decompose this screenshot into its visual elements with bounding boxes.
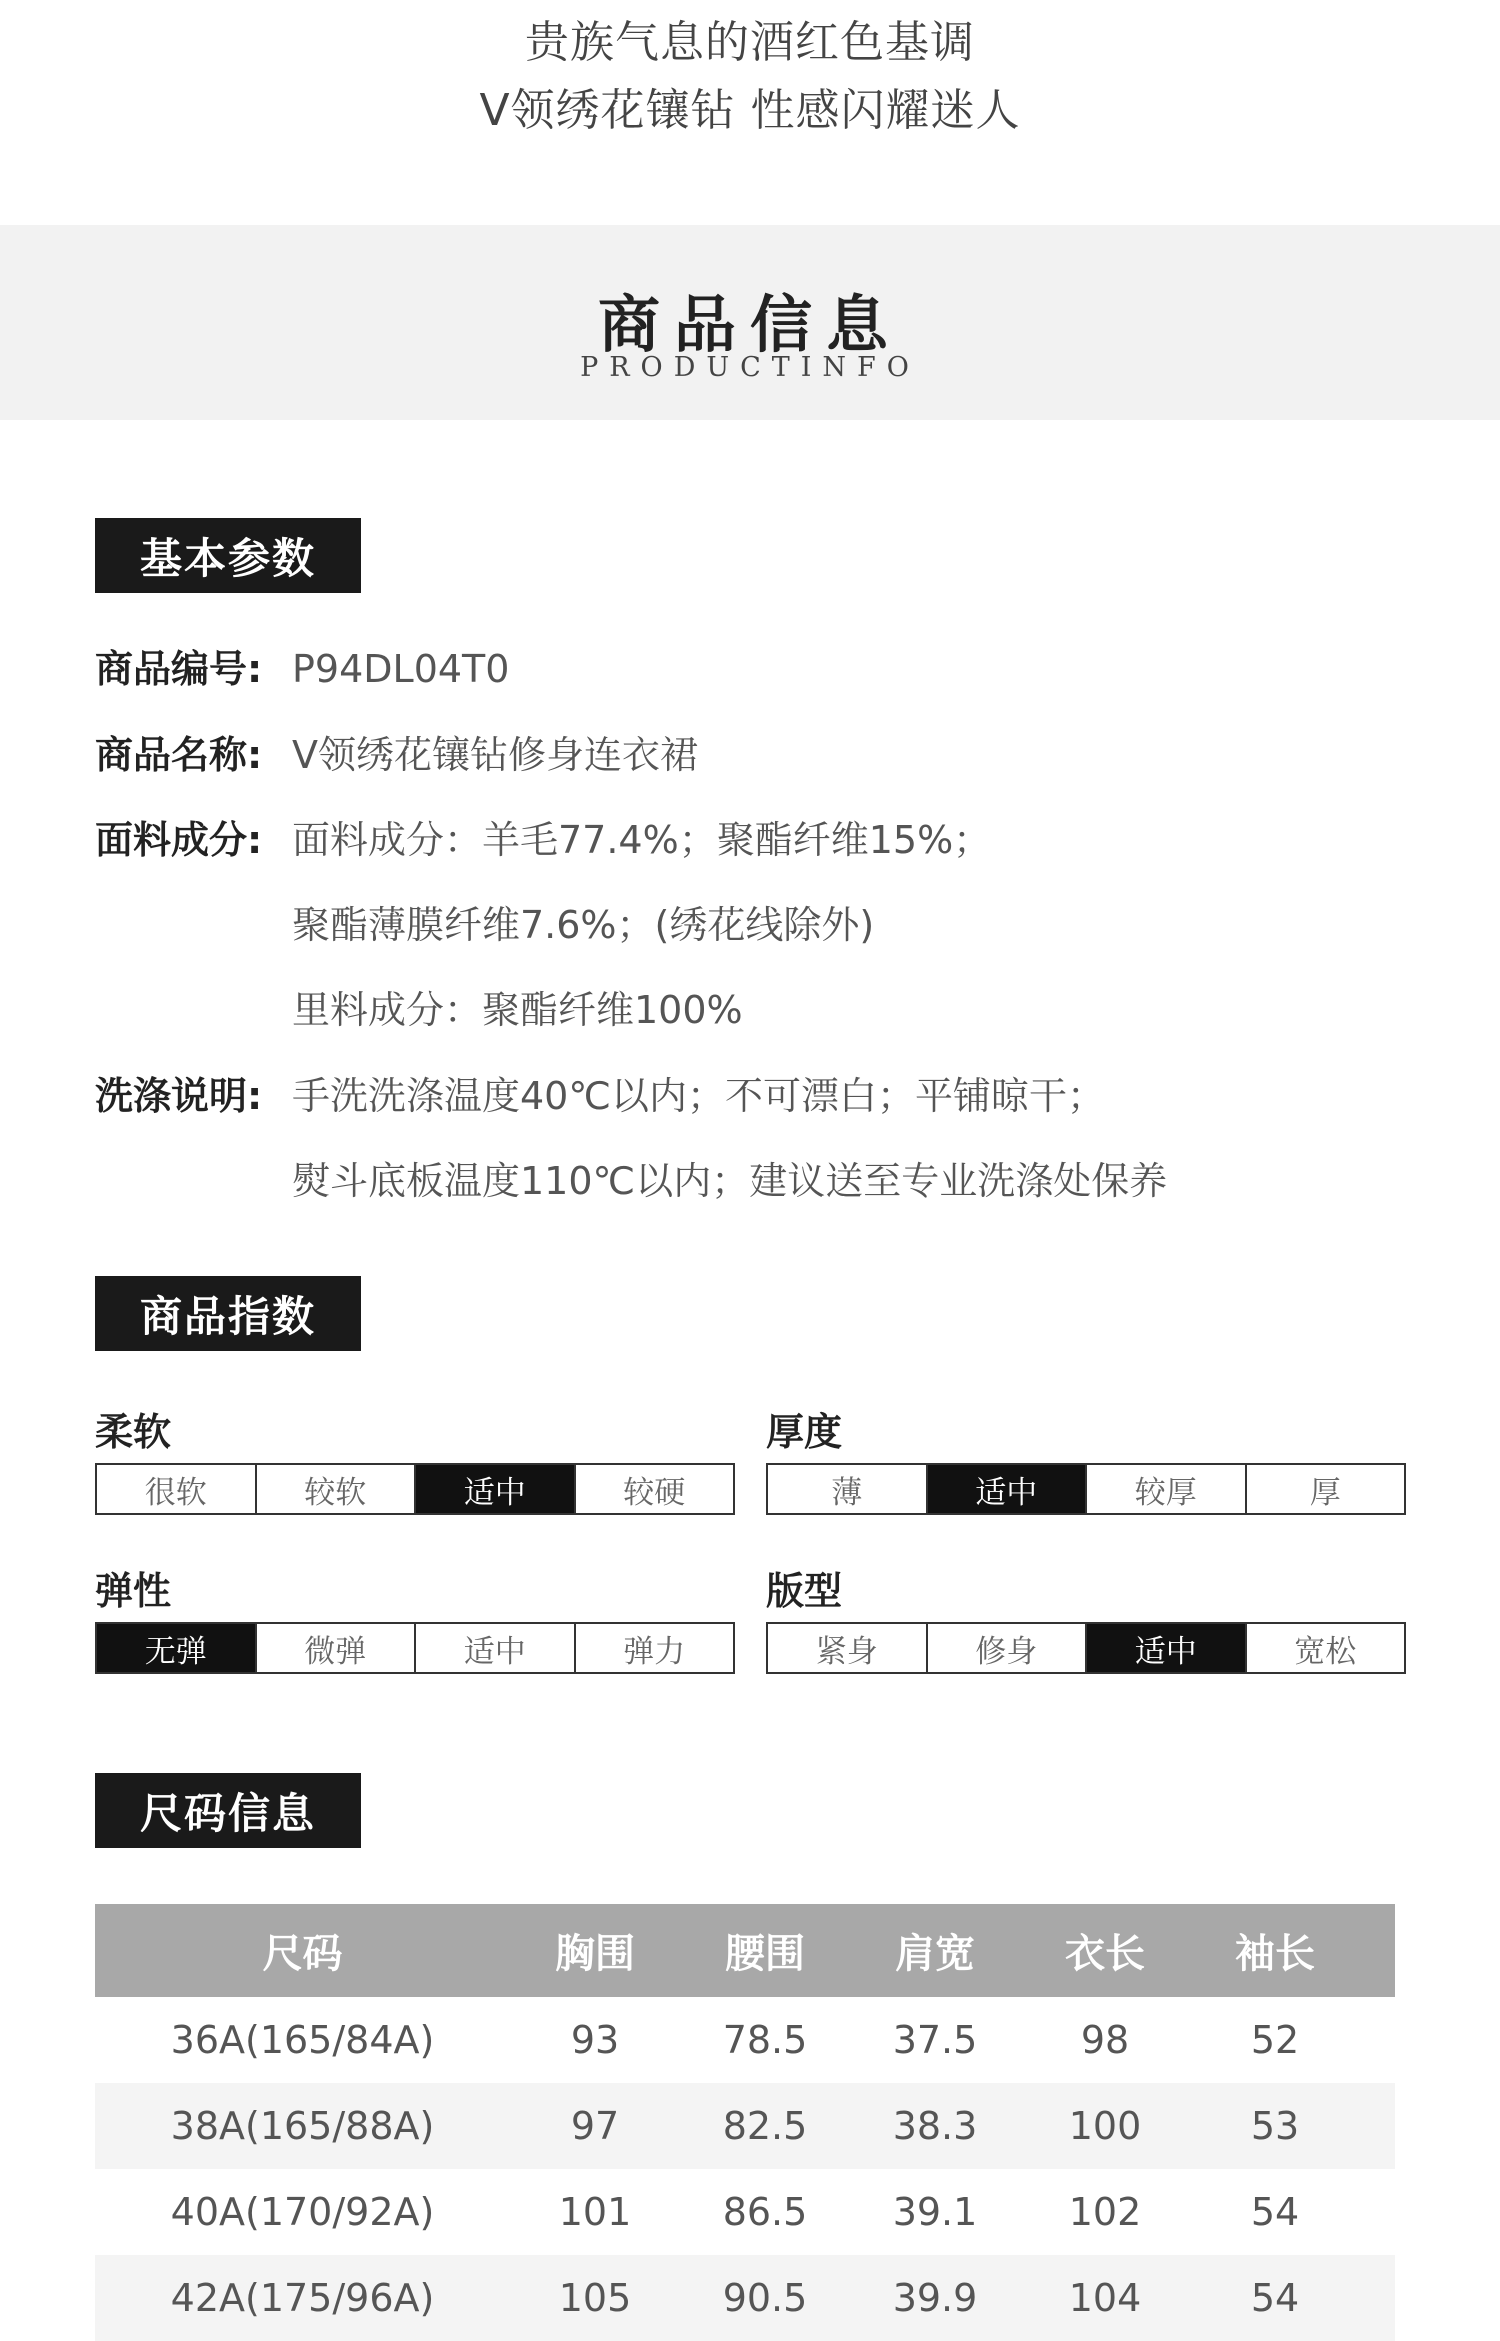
wash-label: 洗涤说明: [95, 1074, 263, 1118]
table-cell: 86.5 [722, 2190, 808, 2234]
fabric-row [95, 814, 991, 866]
index-option: 薄 [768, 1465, 928, 1513]
table-row [95, 1997, 1395, 2083]
table-cell: 102 [1068, 2190, 1142, 2234]
tagline-1: 贵族气息的酒红色基调 [525, 17, 975, 68]
table-cell: 39.9 [892, 2276, 978, 2320]
table-cell: 78.5 [722, 2018, 808, 2062]
table-cell: 100 [1068, 2104, 1142, 2148]
table-cell: 39.1 [892, 2190, 978, 2234]
index-option: 厚 [1309, 1474, 1341, 1511]
table-cell: 38.3 [892, 2104, 978, 2148]
index-option: 适中 [416, 1624, 576, 1672]
table-cell: 40A(170/92A) [170, 2190, 435, 2234]
fabric-line-1: 面料成分：羊毛77.4%；聚酯纤维15%； [292, 818, 992, 862]
table-cell: 93 [570, 2018, 620, 2062]
tagline-2: V领绣花镶钻 性感闪耀迷人 [479, 85, 1021, 136]
col-header-length: 衣长 [1065, 1931, 1145, 1977]
table-cell: 104 [1068, 2276, 1142, 2320]
index-option: 弹力 [623, 1633, 686, 1670]
table-row [95, 2083, 1395, 2169]
wash-line-2: 熨斗底板温度110℃以内；建议送至专业洗涤处保养 [292, 1159, 1168, 1203]
col-header-sleeve: 袖长 [1235, 1931, 1315, 1977]
table-cell: 37.5 [892, 2018, 978, 2062]
product-info-subtitle: PRODUCTINFO [580, 352, 920, 383]
table-row [95, 2255, 1395, 2341]
size-table-body [95, 1997, 1395, 2341]
col-header-shoulder: 肩宽 [895, 1931, 975, 1977]
index-option: 微弹 [257, 1624, 417, 1672]
wash-line-1: 手洗洗涤温度40℃以内；不可漂白；平铺晾干； [292, 1074, 1106, 1118]
col-header-size: 尺码 [262, 1931, 343, 1977]
fabric-label: 面料成分: [95, 818, 263, 862]
wash-row [95, 1070, 1105, 1122]
product-info-title: 商品信息 [597, 288, 902, 361]
index-option: 无弹 [97, 1624, 257, 1672]
col-header-chest: 胸围 [555, 1931, 635, 1977]
index-option: 紧身 [768, 1624, 928, 1672]
index-option: 宽松 [1294, 1633, 1357, 1670]
product-name-label: 商品名称: [95, 733, 263, 777]
table-cell: 54 [1250, 2276, 1300, 2320]
index-option: 较硬 [623, 1474, 686, 1511]
table-cell: 101 [558, 2190, 632, 2234]
indices-heading: 商品指数 [95, 1276, 361, 1351]
size-info-heading: 尺码信息 [95, 1773, 361, 1848]
index-scale-elasticity [95, 1622, 735, 1674]
index-label-elasticity: 弹性 [95, 1569, 172, 1613]
index-scale-fit [766, 1622, 1406, 1674]
table-cell: 105 [558, 2276, 632, 2320]
index-option: 适中 [416, 1465, 576, 1513]
size-table [95, 1904, 1395, 2341]
index-label-softness: 柔软 [95, 1410, 172, 1454]
index-label-fit: 版型 [766, 1569, 843, 1613]
product-name-row [95, 729, 698, 781]
product-code-value: P94DL04T0 [292, 647, 510, 691]
table-cell: 98 [1080, 2018, 1130, 2062]
table-cell: 90.5 [722, 2276, 808, 2320]
product-code-label: 商品编号: [95, 647, 263, 691]
index-option: 较软 [257, 1465, 417, 1513]
table-cell: 54 [1250, 2190, 1300, 2234]
index-option: 修身 [928, 1624, 1088, 1672]
table-cell: 52 [1250, 2018, 1300, 2062]
index-option: 较厚 [1087, 1465, 1247, 1513]
table-cell: 82.5 [722, 2104, 808, 2148]
fabric-line-2: 聚酯薄膜纤维7.6%；(绣花线除外) [292, 903, 875, 947]
table-cell: 36A(165/84A) [170, 2018, 435, 2062]
col-header-waist: 腰围 [725, 1931, 805, 1977]
index-scale-softness [95, 1463, 735, 1515]
index-option: 适中 [1087, 1624, 1247, 1672]
table-cell: 42A(175/96A) [170, 2276, 435, 2320]
size-table-header [95, 1904, 1395, 1997]
index-option: 适中 [928, 1465, 1088, 1513]
product-code-row [95, 643, 509, 695]
table-cell: 53 [1250, 2104, 1300, 2148]
index-option: 很软 [97, 1465, 257, 1513]
product-info-banner [0, 225, 1500, 420]
table-row [95, 2169, 1395, 2255]
table-cell: 38A(165/88A) [170, 2104, 435, 2148]
fabric-line-3: 里料成分：聚酯纤维100% [292, 988, 743, 1032]
index-scale-thickness [766, 1463, 1406, 1515]
basic-params-heading: 基本参数 [95, 518, 361, 593]
product-name-value: V领绣花镶钻修身连衣裙 [292, 733, 698, 777]
index-label-thickness: 厚度 [766, 1410, 843, 1454]
table-cell: 97 [570, 2104, 620, 2148]
